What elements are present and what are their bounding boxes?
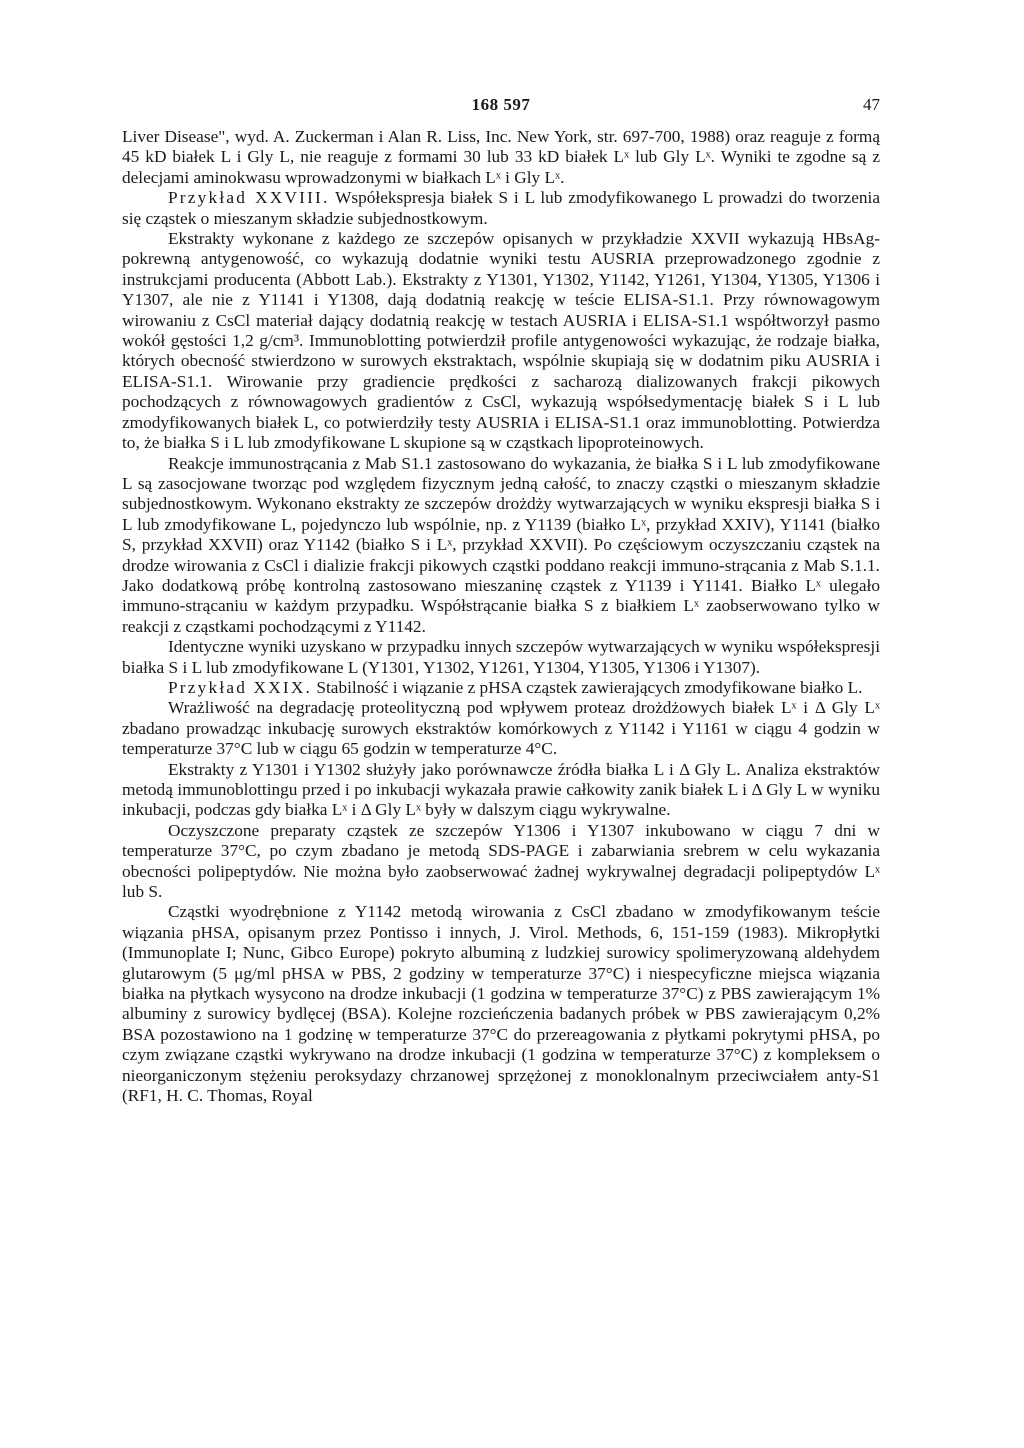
paragraph-text: Cząstki wyodrębnione z Y1142 metodą wirowania z CsCl zbadano w zmodyfikowanym teście wiązania pHSA, opisanym przez Pontisso i innych, J. Virol. Methods, 6, 151-159 (1983). Mikropłytki (Immunoplate I; Nunc, Gibco Europe) pokryto albuminą z ludzkiej surowicy spolimeryzowaną aldehydem glutarowym (5 μg/ml pHSA w PBS, 2 godziny w temperaturze 37°C) i niespecyficzne miejsca wiązania białka na płytkach wysycono na drodze inkubacji (1 godzina w temperaturze 37°C) z PBS zawierającym 1% albuminy z surowicy bydlęcej (BSA). Kolejne rozcieńczenia badanych próbek w PBS zawierającym 0,2% BSA pozostawiono na 1 godzinę w temperaturze 37°C do przereagowania z płytkami pokrytymi pHSA, po czym związane cząstki wykrywano na drodze inkubacji (1 godzina w temperaturze 37°C) z kompleksem o nieorganiczonym stężeniu peroksydazy chrzanowej sprzężonej z monoklonalnym przeciwciałem anty-S1 (RF1, H. C. Thomas, Royal — [122, 902, 880, 1106]
paragraph-text: Ekstrakty z Y1301 i Y1302 służyły jako porównawcze źródła białka L i Δ Gly L. Analiza ekstraktów metodą immunoblottingu przed i po inkubacji wykazała prawie całkowity zanik białek L i Δ Gly L w wyniku inkubacji, podczas gdy białka Lˣ i Δ Gly Lˣ były w dalszym ciągu wykrywalne. — [122, 759, 880, 820]
paragraph-text: Ekstrakty wykonane z każdego ze szczepów opisanych w przykładzie XXVII wykazują HBsAg-pokrewną antygenowość, co wykazują dodatnie wyniki testu AUSRIA przeprowadzonego zgodnie z instrukcjami producenta (Abbott Lab.). Ekstrakty z Y1301, Y1302, Y1142, Y1261, Y1304, Y1305, Y1306 i Y1307, ale nie z Y1141 i Y1308, dają dodatnią reakcję w teście ELISA-S1.1. Przy równowagowym wirowaniu z CsCl materiał dający dodatnią reakcję w testach AUSRIA i ELISA-S1.1 współtworzył pasmo wokół gęstości 1,2 g/cm³. Immunoblotting potwierdził profile antygenowości wykazując, że rodzaje białka, których obecność stwierdzono w surowych ekstraktach, wspólnie skupiają się w dodatnim piku AUSRIA i ELISA-S1.1. Wirowanie przy gradiencie prędkości z sacharozą dializowanych frakcji pikowych pochodzących z równowagowych gradientów z CsCl, wykazują współsedymentację białek S i L lub zmodyfikowanych białek L, co potwierdziły testy AUSRIA i ELISA-S1.1 oraz immunoblotting. Potwierdza to, że białka S i L lub zmodyfikowane L skupione są w cząstkach lipoproteinowych. — [122, 229, 880, 453]
paragraph — [122, 454, 880, 638]
paragraph-text: Identyczne wyniki uzyskano w przypadku innych szczepów wytwarzających w wyniku współekspresji białka S i L lub zmodyfikowane L (Y1301, Y1302, Y1261, Y1304, Y1305, Y1306 i Y1307). — [122, 637, 880, 677]
paragraph — [122, 698, 880, 759]
paragraph-text: Stabilność i wiązanie z pHSA cząstek zawierających zmodyfikowane białko L. — [312, 677, 863, 697]
paragraph — [122, 760, 880, 821]
paragraph — [122, 229, 880, 453]
paragraph-text: Liver Disease", wyd. A. Zuckerman i Alan R. Liss, Inc. New York, str. 697-700, 1988) oraz reaguje z formą 45 kD białek L i Gly L, nie reaguje z formami 30 lub 33 kD białek Lˣ lub Gly Lˣ. Wyniki te zgodne są z delecjami aminokwasu wprowadzonymi w białkach Lˣ i Gly Lˣ. — [122, 127, 880, 187]
example-label: Przykład XXVIII. — [168, 188, 330, 208]
page-header — [122, 95, 880, 119]
paragraph — [122, 821, 880, 903]
paragraph-text: Reakcje immunostrącania z Mab S1.1 zastosowano do wykazania, że białka S i L lub zmodyfikowane L są zasocjowane tworząc pod względem fizycznym jedną całość, to znaczy cząstki o mieszanym składzie subjednostkowym. Wykonano ekstrakty ze szczepów drożdży wytwarzających w wyniku ekspresji białka S i L lub zmodyfikowane L, pojedynczo lub wspólnie, np. z Y1139 (białko Lˣ, przykład XXIV), Y1141 (białko S, przykład XXVII) oraz Y1142 (białko S i Lˣ, przykład XXVII). Po częściowym oczyszczaniu cząstek na drodze wirowania z CsCl i dializie frakcji pikowych cząstki poddano reakcji immuno-strącania z Mab S.1.1. Jako dodatkową próbę kontrolną zastosowano mieszaninę cząstek z Y1139 i Y1141. Białko Lˣ ulegało immuno-strącaniu w każdym przypadku. Współstrącanie białka S z białkiem Lˣ zaobserwowano tylko w reakcji z cząstkami pochodzącymi z Y1142. — [122, 453, 880, 636]
patent-number: 168 597 — [471, 95, 531, 114]
paragraph-text: Oczyszczone preparaty cząstek ze szczepów Y1306 i Y1307 inkubowano w ciągu 7 dni w temperaturze 37°C, po czym zbadano je metodą SDS-PAGE i zabarwiania srebrem w celu wykazania obecności polipeptydów. Nie można było zaobserwować żadnej wykrywalnej degradacji polipeptydów Lˣ lub S. — [122, 820, 880, 902]
example-label: Przykład XXIX. — [168, 677, 313, 697]
page-number: 47 — [863, 95, 880, 114]
paragraph — [122, 902, 880, 1106]
paragraph — [122, 127, 880, 188]
paragraph — [122, 637, 880, 678]
example-heading-xxix — [122, 678, 880, 698]
example-heading-xxviii — [122, 188, 880, 229]
paragraph-text: Wrażliwość na degradację proteolityczną pod wpływem proteaz drożdżowych białek Lˣ i Δ Gly Lˣ zbadano prowadząc inkubację surowych ekstraktów komórkowych z Y1142 i Y1161 w ciągu 4 godzin w temperaturze 37°C lub w ciągu 65 godzin w temperaturze 4°C. — [122, 698, 880, 759]
paragraph-text: Współekspresja białek S i L lub zmodyfikowanego L prowadzi do tworzenia się cząstek o mieszanym składzie subjednostkowym. — [122, 188, 881, 228]
body-text — [122, 127, 880, 1107]
